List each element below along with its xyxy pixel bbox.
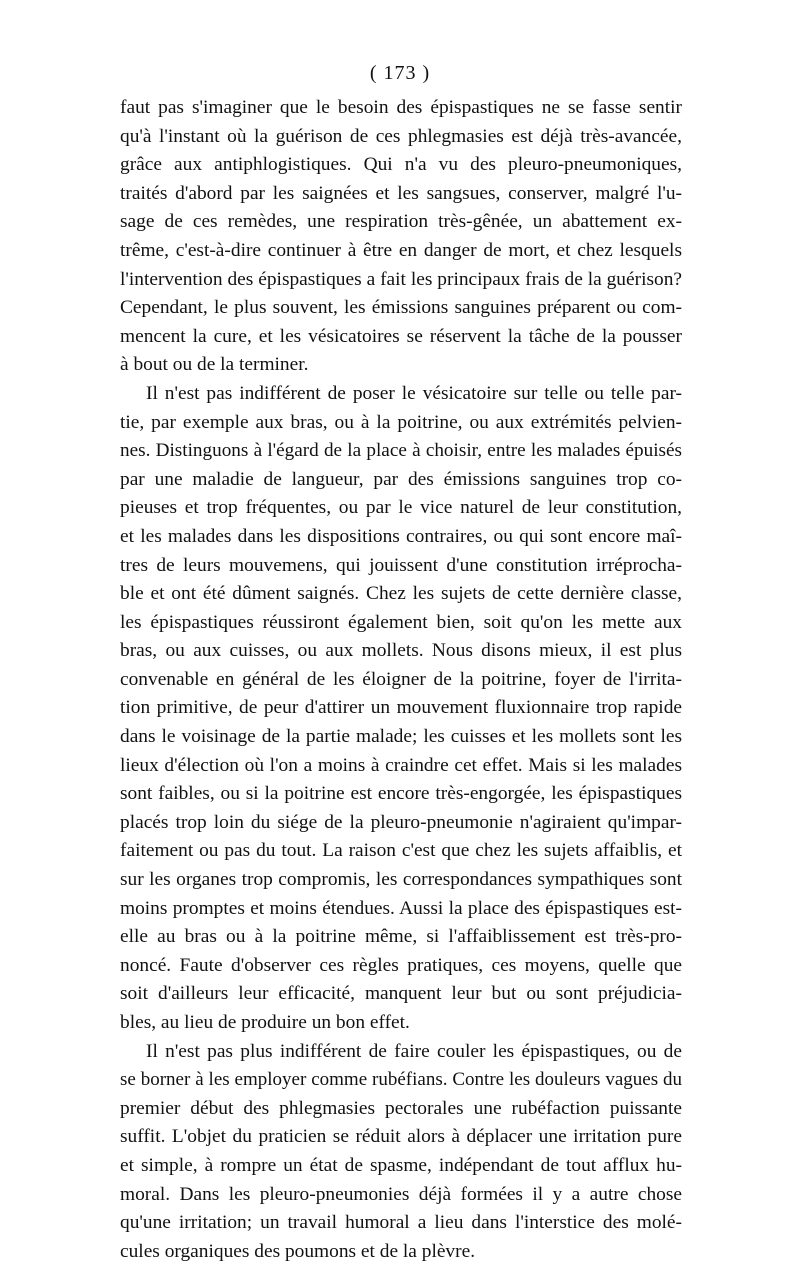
- text-line: lieux d'élection où l'on a moins à craindre cet effet. Mais si les malades: [120, 754, 682, 776]
- paragraph: [120, 380, 682, 1038]
- text-line: elle au bras ou à la poitrine même, si l'affaiblissement est très-pro-: [120, 926, 682, 948]
- text-line: sage de ces remèdes, une respiration très-gênée, un abattement ex-: [120, 211, 682, 233]
- text-line: tion primitive, de peur d'attirer un mouvement fluxionnaire trop rapide: [120, 697, 682, 719]
- text-line: se borner à les employer comme rubéfians. Contre les douleurs vagues du: [120, 1069, 682, 1091]
- paragraph: [120, 94, 682, 380]
- text-line: et les malades dans les dispositions contraires, ou qui sont encore maî-: [120, 525, 682, 547]
- text-line: placés trop loin du siége de la pleuro-pneumonie n'agiraient qu'impar-: [120, 811, 682, 833]
- text-line: Il n'est pas indifférent de poser le vésicatoire sur telle ou telle par-: [146, 382, 682, 404]
- text-line: moral. Dans les pleuro-pneumonies déjà formées il y a autre chose: [120, 1183, 682, 1205]
- text-line: convenable en général de les éloigner de la poitrine, foyer de l'irrita-: [120, 668, 682, 690]
- text-line: Il n'est pas plus indifférent de faire couler les épispastiques, ou de: [146, 1040, 682, 1062]
- text-line: grâce aux antiphlogistiques. Qui n'a vu des pleuro-pneumoniques,: [120, 154, 682, 176]
- text-line: cules organiques des poumons et de la plèvre.: [120, 1240, 476, 1262]
- text-line: nes. Distinguons à l'égard de la place à choisir, entre les malades épuisés: [120, 440, 682, 462]
- text-line: faitement ou pas du tout. La raison c'est que chez les sujets affaiblis, et: [120, 840, 682, 862]
- text-line: tres de leurs mouvemens, qui jouissent d'une constitution irréprocha-: [120, 554, 682, 576]
- text-line: traités d'abord par les saignées et les sangsues, conserver, malgré l'u-: [120, 182, 682, 204]
- text-line: qu'à l'instant où la guérison de ces phlegmasies est déjà très-avancée,: [120, 125, 682, 147]
- text-line: à bout ou de la terminer.: [120, 354, 309, 376]
- text-line: faut pas s'imaginer que le besoin des épispastiques ne se fasse sentir: [120, 97, 682, 118]
- body-text: [120, 94, 682, 1266]
- text-line: pieuses et trop fréquentes, ou par le vice naturel de leur constitution,: [120, 497, 682, 519]
- text-line: qu'une irritation; un travail humoral a lieu dans l'interstice des molé-: [120, 1212, 682, 1234]
- text-line: bras, ou aux cuisses, ou aux mollets. Nous disons mieux, il est plus: [120, 640, 682, 662]
- text-line: dans le voisinage de la partie malade; les cuisses et les mollets sont les: [120, 726, 682, 748]
- text-line: tie, par exemple aux bras, ou à la poitrine, ou aux extrémités pelvien-: [120, 411, 682, 433]
- text-line: ble et ont été dûment saignés. Chez les sujets de cette dernière classe,: [120, 583, 682, 605]
- text-line: par une maladie de langueur, par des émissions sanguines trop co-: [120, 468, 682, 490]
- text-line: mencent la cure, et les vésicatoires se réservent la tâche de la pousser: [120, 325, 682, 347]
- paragraph: [120, 1038, 682, 1266]
- text-line: sont faibles, ou si la poitrine est encore très-engorgée, les épispastiques: [120, 783, 682, 805]
- text-line: trême, c'est-à-dire continuer à être en danger de mort, et chez lesquels: [120, 239, 682, 261]
- text-line: soit d'ailleurs leur efficacité, manquent leur but ou sont préjudicia-: [120, 983, 682, 1005]
- text-line: bles, au lieu de produire un bon effet.: [120, 1012, 410, 1033]
- text-line: Cependant, le plus souvent, les émissions sanguines préparent ou com-: [120, 297, 682, 319]
- text-line: et simple, à rompre un état de spasme, indépendant de tout afflux hu-: [120, 1154, 682, 1176]
- text-line: premier début des phlegmasies pectorales une rubéfaction puissante: [120, 1097, 682, 1119]
- text-line: l'intervention des épispastiques a fait les principaux frais de la guérison?: [120, 268, 682, 290]
- text-line: sur les organes trop compromis, les correspondances sympathiques sont: [120, 869, 682, 891]
- text-line: les épispastiques réussiront également bien, soit qu'on les mette aux: [120, 611, 682, 633]
- text-line: suffit. L'objet du praticien se réduit alors à déplacer une irritation pure: [120, 1126, 682, 1148]
- text-line: moins promptes et moins étendues. Aussi la place des épispastiques est-: [120, 897, 682, 919]
- page-number: ( 173 ): [369, 62, 431, 84]
- text-line: noncé. Faute d'observer ces règles pratiques, ces moyens, quelle que: [120, 954, 682, 976]
